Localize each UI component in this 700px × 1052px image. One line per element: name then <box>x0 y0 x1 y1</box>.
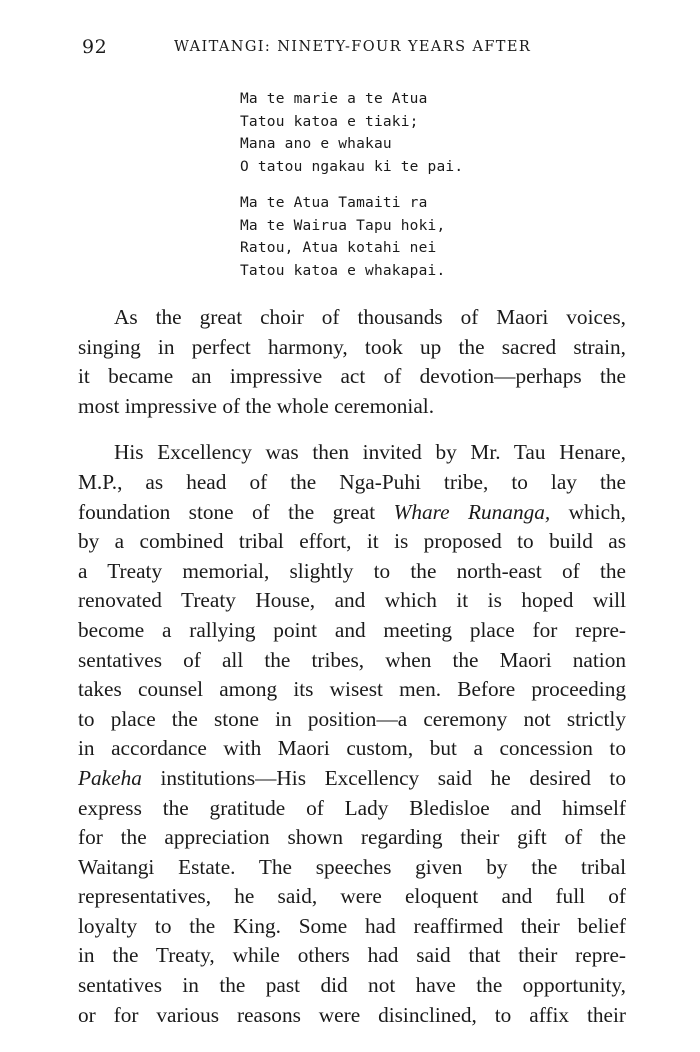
paragraph-foundation-stone <box>78 438 626 1030</box>
page-number: 92 <box>82 36 108 58</box>
text-line: As the great choir of thousands of Maori voices, <box>114 305 626 329</box>
verse-line: O tatou ngakau ki te pai. <box>240 158 464 175</box>
italic-term-pakeha: Pakeha <box>78 765 142 790</box>
verse-line: Ma te Wairua Tapu hoki, <box>240 217 446 234</box>
page-header <box>82 36 642 66</box>
text-line: renovated Treaty House, and which it is hoped will <box>78 588 626 613</box>
text-line <box>78 498 626 528</box>
text-line: Waitangi Estate. The speeches given by the tribal <box>78 854 626 879</box>
italic-term-whare-runanga: Whare Runanga, <box>393 499 551 524</box>
text-line: it became an impressive act of devotion—perhaps the <box>78 364 626 389</box>
body-text <box>78 303 626 1030</box>
text-line: sentatives of all the tribes, when the Maori nation <box>78 647 626 672</box>
running-head: WAITANGI: NINETY-FOUR YEARS AFTER <box>174 39 532 55</box>
verse-line: Tatou katoa e whakapai. <box>240 262 446 279</box>
text-line: takes counsel among its wisest men. Before proceeding <box>78 677 626 702</box>
text-segment: institutions—His Excellency said he desired to <box>141 765 626 790</box>
text-segment: foundation stone of the great <box>78 499 394 524</box>
text-segment: which, <box>550 499 626 524</box>
text-line: M.P., as head of the Nga-Puhi tribe, to lay the <box>78 469 626 494</box>
verse-line: Ma te Atua Tamaiti ra <box>240 195 428 211</box>
text-line: in accordance with Maori custom, but a concession to <box>78 736 626 761</box>
verse-line: Ma te marie a te Atua <box>240 91 428 107</box>
hymn-verse-2 <box>240 192 445 282</box>
text-line: representatives, he said, were eloquent and full of <box>78 884 626 909</box>
paragraph-choir <box>78 303 626 421</box>
verse-line: Mana ano e whakau <box>240 136 392 152</box>
text-line: singing in perfect harmony, took up the sacred strain, <box>78 334 626 359</box>
text-line: to place the stone in position—a ceremony not strictly <box>78 706 626 731</box>
verse-line: Tatou katoa e tiaki; <box>240 113 419 130</box>
text-line: sentatives in the past did not have the opportunity, <box>78 973 626 998</box>
text-line: loyalty to the King. Some had reaffirmed their belief <box>78 913 626 938</box>
text-line: by a combined tribal effort, it is proposed to build as <box>78 529 626 554</box>
hymn-verse-1 <box>240 88 463 178</box>
text-line: a Treaty memorial, slightly to the north-east of the <box>78 558 626 583</box>
verse-line: Ratou, Atua kotahi nei <box>240 240 437 256</box>
text-line: most impressive of the whole ceremonial. <box>78 393 435 418</box>
text-line: in the Treaty, while others had said that their repre- <box>78 943 626 968</box>
text-line: His Excellency was then invited by Mr. Tau Henare, <box>114 440 626 465</box>
paragraph-gap <box>78 421 626 438</box>
text-line <box>78 764 626 794</box>
text-line: for the appreciation shown regarding their gift of the <box>78 825 626 850</box>
text-line: express the gratitude of Lady Bledisloe and himself <box>78 795 626 820</box>
text-line: or for various reasons were disinclined, to affix their <box>78 1002 626 1027</box>
text-line: become a rallying point and meeting place for repre- <box>78 617 626 642</box>
